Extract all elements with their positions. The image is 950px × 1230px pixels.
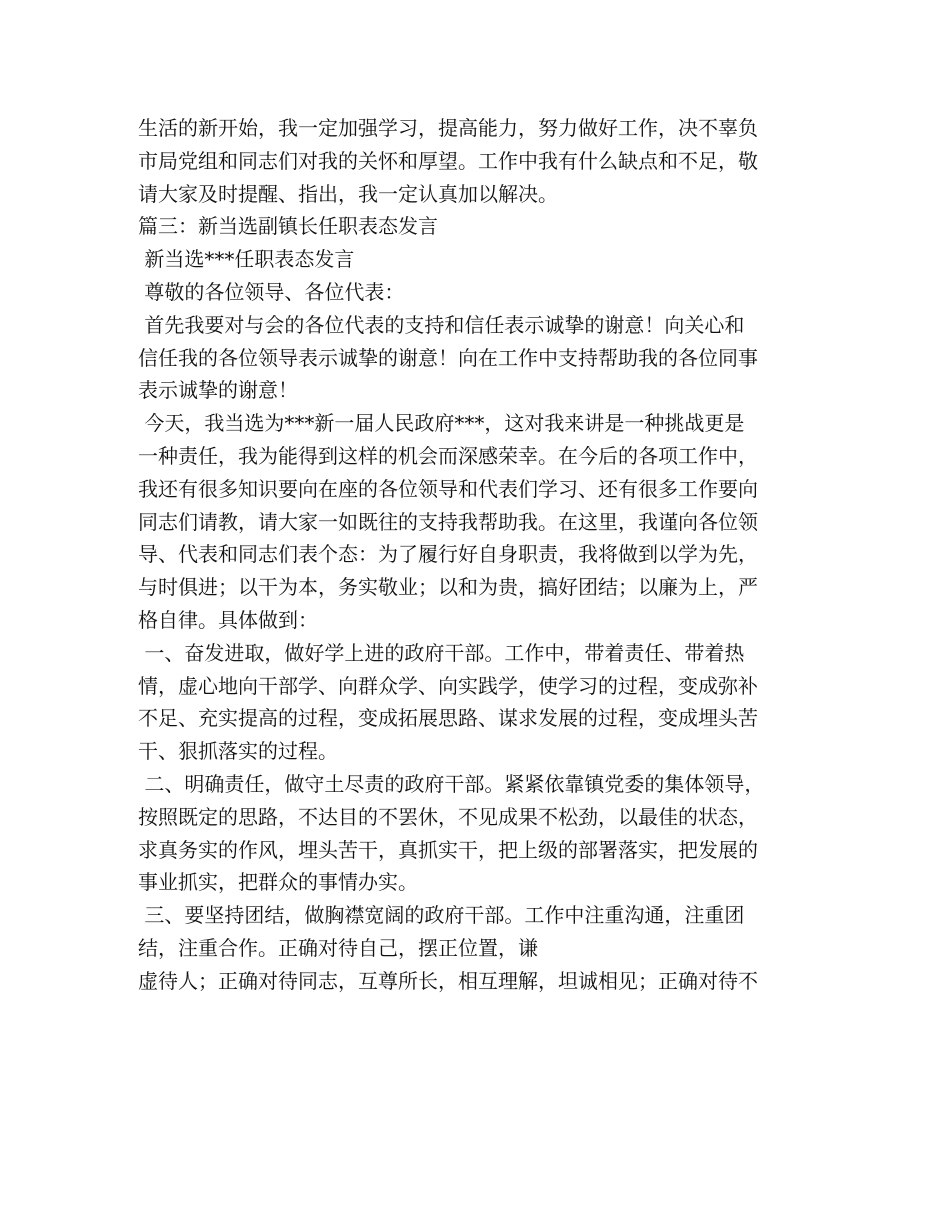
text-line: 虚待人；正确对待同志，互尊所长，相互理解，坦诚相见；正确对待不	[138, 968, 758, 993]
text-line: 一种责任，我为能得到这样的机会而深感荣幸。在今后的各项工作中，	[138, 443, 758, 468]
text-line: 信任我的各位领导表示诚挚的谢意！向在工作中支持帮助我的各位同事	[138, 345, 758, 370]
text-line: 导、代表和同志们表个态：为了履行好自身职责，我将做到以学为先，	[138, 542, 758, 567]
speech-title: 新当选***任职表态发言	[138, 247, 355, 272]
text-line: 不足、充实提高的过程，变成拓展思路、谋求发展的过程，变成埋头苦	[138, 706, 758, 731]
text-line: 生活的新开始，我一定加强学习，提高能力，努力做好工作，决不辜负	[138, 116, 758, 140]
text-line: 情，虚心地向干部学、向群众学、向实践学，使学习的过程，变成弥补	[138, 673, 758, 698]
section-heading: 篇三：新当选副镇长任职表态发言	[138, 214, 438, 239]
text-line: 求真务实的作风，埋头苦干，真抓实干，把上级的部署落实，把发展的	[138, 837, 758, 862]
text-line: 事业抓实，把群众的事情办实。	[138, 870, 418, 895]
text-line: 与时俱进；以干为本，务实敬业；以和为贵，搞好团结；以廉为上，严	[138, 575, 758, 600]
document-body	[138, 112, 838, 998]
text-line: 我还有很多知识要向在座的各位领导和代表们学习、还有很多工作要向	[138, 476, 758, 501]
text-line: 表示诚挚的谢意！	[138, 378, 298, 403]
salutation: 尊敬的各位领导、各位代表：	[138, 279, 405, 304]
text-line: 二、明确责任，做守土尽责的政府干部。紧紧依靠镇党委的集体领导，	[138, 771, 765, 796]
text-line: 三、要坚持团结，做胸襟宽阔的政府干部。工作中注重沟通，注重团	[138, 903, 745, 928]
text-line: 同志们请教，请大家一如既往的支持我帮助我。在这里，我谨向各位领	[138, 509, 758, 534]
text-line: 一、奋发进取，做好学上进的政府干部。工作中，带着责任、带着热	[138, 640, 745, 665]
text-line: 结，注重合作。正确对待自己，摆正位置，谦	[138, 935, 538, 960]
text-line: 请大家及时提醒、指出，我一定认真加以解决。	[138, 181, 558, 206]
text-line: 今天，我当选为***新一届人民政府***，这对我来讲是一种挑战更是	[138, 411, 745, 436]
text-line: 市局党组和同志们对我的关怀和厚望。工作中我有什么缺点和不足，敬	[138, 148, 758, 173]
text-line: 格自律。具体做到：	[138, 607, 318, 632]
text-line: 干、狠抓落实的过程。	[138, 739, 338, 764]
text-line: 按照既定的思路，不达目的不罢休，不见成果不松劲，以最佳的状态，	[138, 804, 758, 829]
text-line: 首先我要对与会的各位代表的支持和信任表示诚挚的谢意！向关心和	[138, 312, 745, 337]
